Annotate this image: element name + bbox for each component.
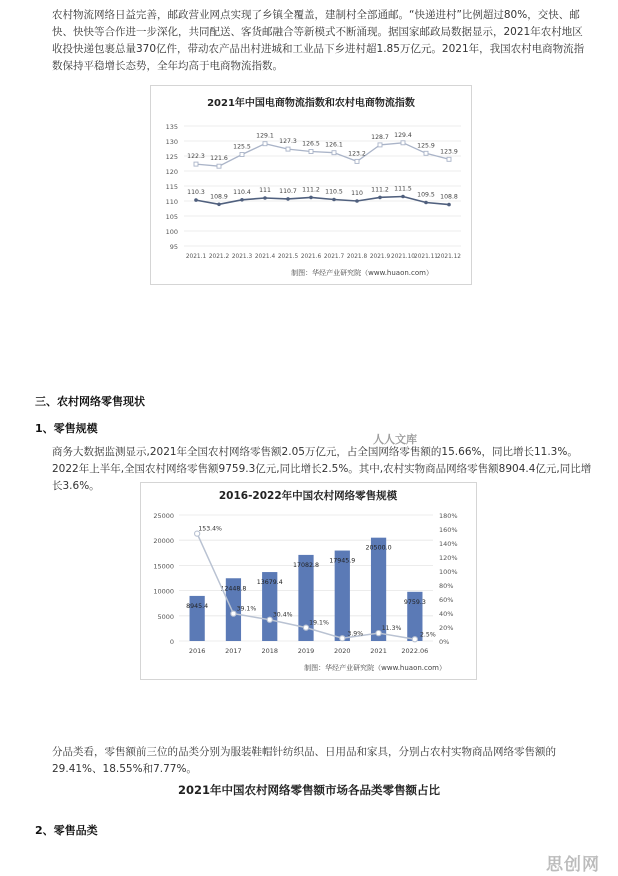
growth-point [412, 637, 417, 642]
data-label: 110.7 [279, 187, 297, 195]
y-tick-label: 5000 [157, 612, 174, 621]
y-tick-label: 110 [165, 198, 178, 206]
retail-scale-paragraph: 商务大数据监测显示,2021年全国农村网络零售额2.05万亿元，占全国网络零售额的15.66%，同比增长11.3%。2022年上半年,全国农村网络零售额9759.3亿元,同比增长2.5%。其中,农村实物商品网络零售额8904.4亿元,同比增长3.6%。 [52, 446, 592, 492]
data-label: 129.1 [256, 132, 274, 140]
x-tick-label: 2020 [334, 647, 351, 655]
y-tick-label: 25000 [153, 512, 174, 520]
data-label: 111 [259, 187, 271, 194]
y-tick-label: 10000 [153, 587, 174, 596]
data-point [378, 196, 382, 200]
data-label: 110.4 [233, 188, 251, 196]
y-tick-label: 95 [169, 243, 178, 251]
x-tick-label: 2021.8 [346, 254, 368, 260]
data-point [424, 151, 428, 155]
data-point [217, 164, 221, 168]
data-point [194, 198, 198, 202]
source-note: 制图：华经产业研究院（www.huaon.com） [304, 664, 446, 672]
data-point [355, 199, 359, 203]
bar-label: 9759.3 [403, 598, 426, 606]
x-tick-label: 2021.12 [437, 254, 461, 260]
x-tick-label: 2021.5 [277, 254, 299, 260]
data-point [240, 153, 244, 157]
data-label: 121.6 [210, 155, 228, 163]
data-label: 110 [351, 190, 363, 197]
rrwk-watermark: 人人文库 [373, 433, 417, 446]
chart-title: 2016-2022年中国农村网络零售规模 [218, 490, 398, 502]
data-point [240, 198, 244, 202]
data-label: 111.2 [371, 186, 389, 194]
y2-tick-label: 180% [439, 512, 458, 520]
y2-tick-label: 0% [439, 638, 450, 646]
data-point [263, 142, 267, 146]
logistics-index-chart [150, 85, 472, 285]
subsection-heading-scale: 1、零售规模 [35, 422, 98, 435]
x-tick-label: 2022.06 [401, 647, 429, 655]
y-tick-label: 115 [165, 183, 178, 191]
data-label: 125.9 [417, 142, 435, 150]
y-tick-label: 20000 [153, 537, 174, 546]
growth-point [303, 625, 308, 630]
data-label: 123.9 [440, 148, 458, 156]
y2-tick-label: 60% [439, 596, 454, 604]
data-point [332, 198, 336, 202]
x-tick-label: 2016 [188, 647, 206, 655]
x-tick-label: 2021.10 [391, 254, 415, 260]
x-tick-label: 2021.4 [254, 254, 276, 260]
growth-point [340, 636, 345, 641]
x-tick-label: 2019 [297, 647, 315, 655]
data-label: 108.9 [210, 193, 228, 201]
data-label: 126.1 [325, 141, 343, 149]
x-tick-label: 2021 [370, 647, 387, 655]
x-tick-label: 2017 [225, 647, 242, 655]
logistics-index-chart-svg [151, 86, 471, 284]
growth-point [376, 630, 381, 635]
data-point [286, 147, 290, 151]
data-label: 126.5 [302, 140, 320, 148]
y2-tick-label: 40% [439, 610, 454, 618]
data-point [378, 143, 382, 147]
y2-tick-label: 120% [439, 554, 458, 562]
source-note: 制图：华经产业研究院（www.huaon.com） [291, 269, 433, 277]
data-point [217, 203, 221, 207]
data-point [309, 196, 313, 200]
category-paragraph: 分品类看，零售额前三位的品类分别为服装鞋帽针纺织品、日用品和家具，分别占农村实物商品网络零售额的29.41%、18.55%和7.77%。 [52, 746, 556, 775]
growth-label: 19.1% [309, 619, 329, 627]
chart-title: 2021年中国电商物流指数和农村电商物流指数 [207, 98, 415, 109]
data-label: 127.3 [279, 138, 297, 146]
bar-label: 12448.8 [220, 585, 247, 593]
y-tick-label: 135 [165, 123, 178, 131]
data-label: 125.5 [233, 143, 251, 151]
data-label: 110.3 [187, 189, 205, 197]
data-point [286, 197, 290, 201]
data-point [447, 157, 451, 161]
growth-point [231, 611, 236, 616]
y-tick-label: 105 [165, 213, 178, 221]
subsection-heading-category: 2、零售品类 [35, 824, 98, 837]
y-tick-label: 125 [165, 153, 178, 161]
growth-label: 153.4% [198, 525, 222, 533]
data-label: 122.3 [187, 153, 205, 161]
data-point [424, 201, 428, 205]
y-tick-label: 130 [165, 138, 178, 146]
bar-label: 20500.0 [365, 544, 392, 552]
data-label: 110.5 [325, 188, 343, 196]
y2-tick-label: 20% [439, 624, 454, 632]
y2-tick-label: 100% [439, 568, 458, 576]
y2-tick-label: 80% [439, 582, 454, 590]
x-tick-label: 2021.6 [300, 254, 322, 260]
data-label: 109.5 [417, 191, 435, 199]
data-point [401, 141, 405, 145]
data-point [194, 162, 198, 166]
x-tick-label: 2021.2 [208, 254, 230, 260]
x-tick-label: 2021.11 [414, 254, 438, 260]
x-tick-label: 2021.3 [231, 254, 253, 260]
x-tick-label: 2021.1 [185, 254, 207, 260]
y2-tick-label: 160% [439, 526, 458, 534]
retail-scale-chart [140, 482, 477, 680]
retail-scale-chart-svg [141, 483, 476, 679]
x-tick-label: 2021.9 [369, 254, 391, 260]
category-figure-title: 2021年中国农村网络零售额市场各品类零售额占比 [177, 783, 440, 797]
y-tick-label: 120 [165, 168, 178, 176]
y-tick-label: 100 [165, 228, 178, 236]
y-tick-label: 0 [169, 638, 174, 646]
data-label: 129.4 [394, 131, 412, 139]
data-point [447, 203, 451, 207]
growth-label: 39.1% [236, 605, 257, 613]
section-heading: 三、农村网络零售现状 [35, 395, 145, 408]
data-point [263, 196, 267, 200]
growth-label: 2.5% [419, 631, 436, 639]
bar-label: 17945.9 [329, 557, 356, 565]
data-point [309, 150, 313, 154]
growth-label: 30.4% [272, 611, 293, 619]
y-tick-label: 15000 [153, 562, 174, 571]
x-tick-label: 2018 [261, 647, 278, 655]
series-line [196, 197, 449, 205]
growth-label: 11.3% [381, 625, 402, 633]
data-label: 111.2 [302, 186, 320, 194]
sichuang-watermark: 思创网 [546, 855, 600, 875]
data-label: 111.5 [394, 185, 412, 193]
bar-label: 17082.8 [292, 561, 320, 569]
intro-paragraph: 农村物流网络日益完善，邮政营业网点实现了乡镇全覆盖，建制村全部通邮。“快递进村”比例超过80%，交快、邮快、快快等合作进一步深化，共同配送、客货邮融合等新模式不断涌现。据国家邮政局数据显示，2021年农村地区收投快递包裹总量370亿件，带动农产品出村进城和工业品下乡进村超1.85万亿元。2021年，我国农村电商物流指数保持平稳增长态势，全年均高于电商物流指数。 [52, 9, 585, 72]
data-point [401, 195, 405, 199]
growth-label: 3.9% [347, 630, 364, 638]
x-tick-label: 2021.7 [323, 254, 345, 260]
data-label: 128.7 [371, 133, 389, 141]
data-point [355, 159, 359, 163]
bar-label: 8945.4 [186, 602, 209, 610]
y2-tick-label: 140% [439, 540, 458, 548]
data-label: 123.2 [348, 150, 366, 158]
bar-label: 13679.4 [256, 579, 283, 587]
growth-point [267, 617, 272, 622]
data-point [332, 151, 336, 155]
data-label: 108.8 [440, 193, 458, 201]
